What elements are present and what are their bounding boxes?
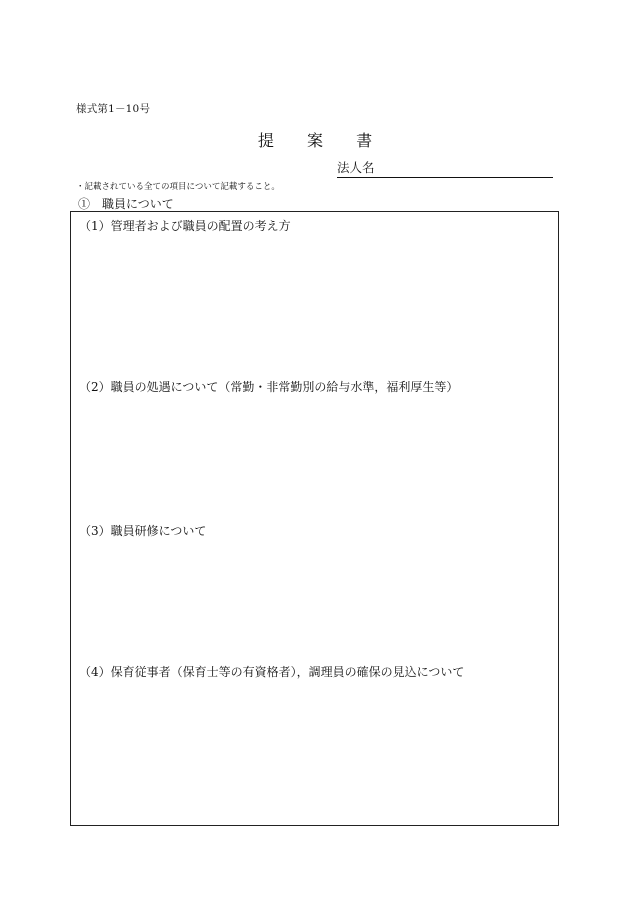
corp-name-label: 法人名	[337, 160, 375, 175]
document-title: 提 案 書	[257, 131, 387, 150]
instruction-text: ・記載されている全ての項目について記載すること。	[76, 182, 280, 192]
item-staff-recruitment: （4）保育従事者（保育士等の有資格者），調理員の確保の見込について	[79, 665, 465, 679]
corp-name-field[interactable]	[337, 161, 553, 178]
item-staff-training: （3）職員研修について	[79, 524, 207, 538]
form-box	[70, 211, 559, 826]
item-staff-treatment: （2）職員の処遇について（常勤・非常勤別の給与水準，福利厚生等）	[79, 380, 459, 394]
item-staff-placement: （1）管理者および職員の配置の考え方	[79, 219, 291, 233]
section-heading: ① 職員について	[78, 197, 174, 211]
form-number: 様式第1－10号	[76, 103, 151, 115]
